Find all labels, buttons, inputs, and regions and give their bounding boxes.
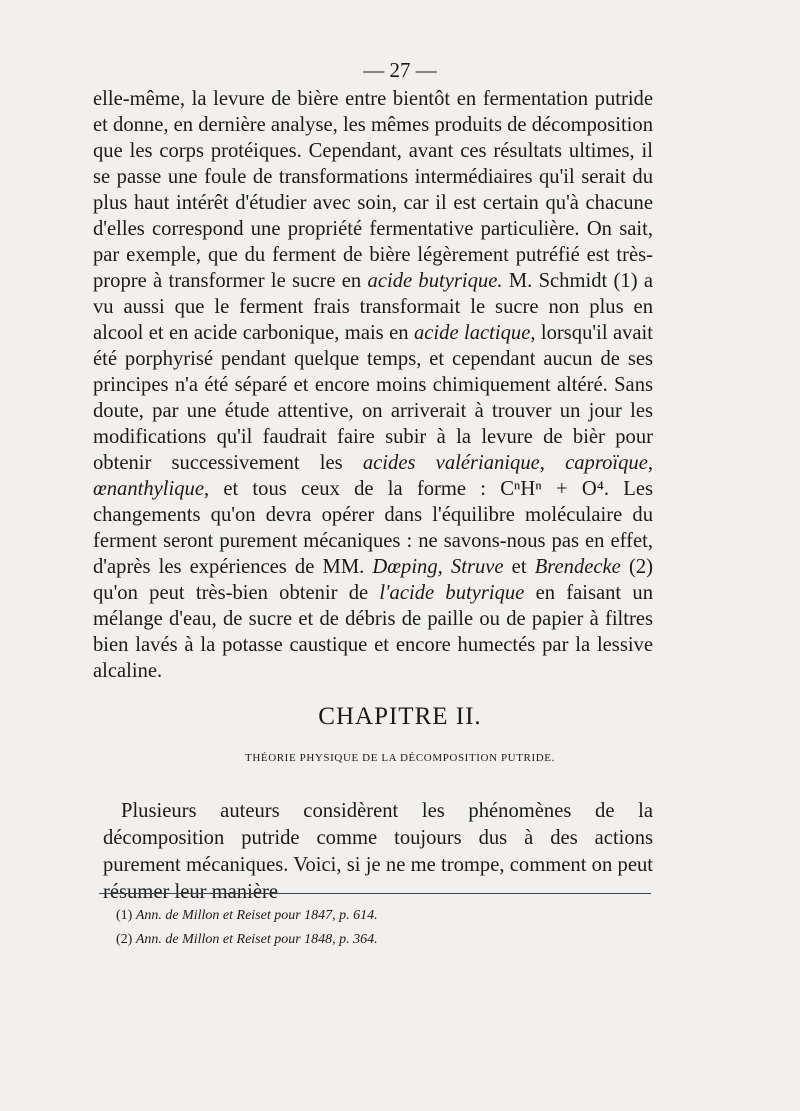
- main-text-block: [93, 86, 653, 684]
- footnote-number: (2): [116, 932, 133, 947]
- footnote-2: [116, 928, 378, 952]
- footnote-text: Ann. de Millon et Reiset pour 1848, p. 364.: [135, 932, 378, 947]
- footnote-text: Ann. de Millon et Reiset pour 1847, p. 614.: [135, 908, 378, 923]
- page-number: — 27 —: [363, 58, 437, 82]
- italic-term: Brendecke: [534, 556, 621, 578]
- text-run: elle-même, la levure de bière entre bientôt en fermentation putride et donne, en dernière analyse, les mêmes produits de décomposition que les corps protéiques. Cependant, avant ces résultats ultimes, il se passe une foule de transformations intermédiaires qu'il serait du plus haut intérêt d'étudier avec soin, car il est certain qu'à chacune d'elles correspond une propriété fermentative particulière. On sait, par exemple, que du ferment de bière légèrement putréfié est très-propre à transformer le sucre en: [93, 88, 653, 292]
- italic-term: l'acide butyrique: [379, 582, 525, 604]
- text-run: M. Schmidt (1) a vu aussi que le ferment frais transformait le sucre non plus en alcool et en acide carbonique, mais en: [93, 270, 653, 344]
- chapter-subtitle: THÉORIE PHYSIQUE DE LA DÉCOMPOSITION PUTRIDE.: [245, 752, 555, 764]
- footnotes: [116, 904, 378, 952]
- paragraph-1: [93, 86, 653, 684]
- text-run: et: [503, 556, 535, 578]
- text-run: , lorsqu'il avait été porphyrisé pendant quelque temps, et cependant aucun de ses principes n'a été séparé et encore moins chimiquement altéré. Sans doute, par une étude attentive, on arriverait à trouver un jour les modifications qu'il faudrait faire subir à la levure de bièr pour obtenir successivement les: [93, 322, 653, 474]
- footnote-rule: [99, 893, 651, 894]
- footnote-1: [116, 904, 378, 928]
- text-run: (2) qu'on peut très-bien obtenir de: [93, 556, 653, 604]
- text-run: , et tous ceux de la forme : CⁿHⁿ + O⁴. Les changements qu'on devra opérer dans l'équilibre moléculaire du ferment seront purement mécaniques : ne savons-nous pas en effet, d'après les expériences de MM.: [93, 478, 653, 578]
- italic-term: acide butyrique.: [367, 270, 503, 292]
- italic-term: acides valérianique, caproïque, œnanthylique: [93, 452, 653, 500]
- italic-term: Dœping, Struve: [372, 556, 504, 578]
- paragraph-2: Plusieurs auteurs considèrent les phénomènes de la décomposition putride comme toujours dus à des actions purement mécaniques. Voici, si je ne me trompe, comment on peut résumer leur manière: [103, 800, 653, 903]
- text-run: en faisant un mélange d'eau, de sucre et de débris de paille ou de papier à filtres bien lavés à la potasse caustique et encore humectés par la lessive alcaline.: [93, 582, 653, 682]
- footnote-number: (1): [116, 908, 133, 923]
- chapter-text-block: [103, 798, 653, 906]
- italic-term: acide lactique: [413, 322, 531, 344]
- chapter-title: CHAPITRE II.: [318, 703, 482, 730]
